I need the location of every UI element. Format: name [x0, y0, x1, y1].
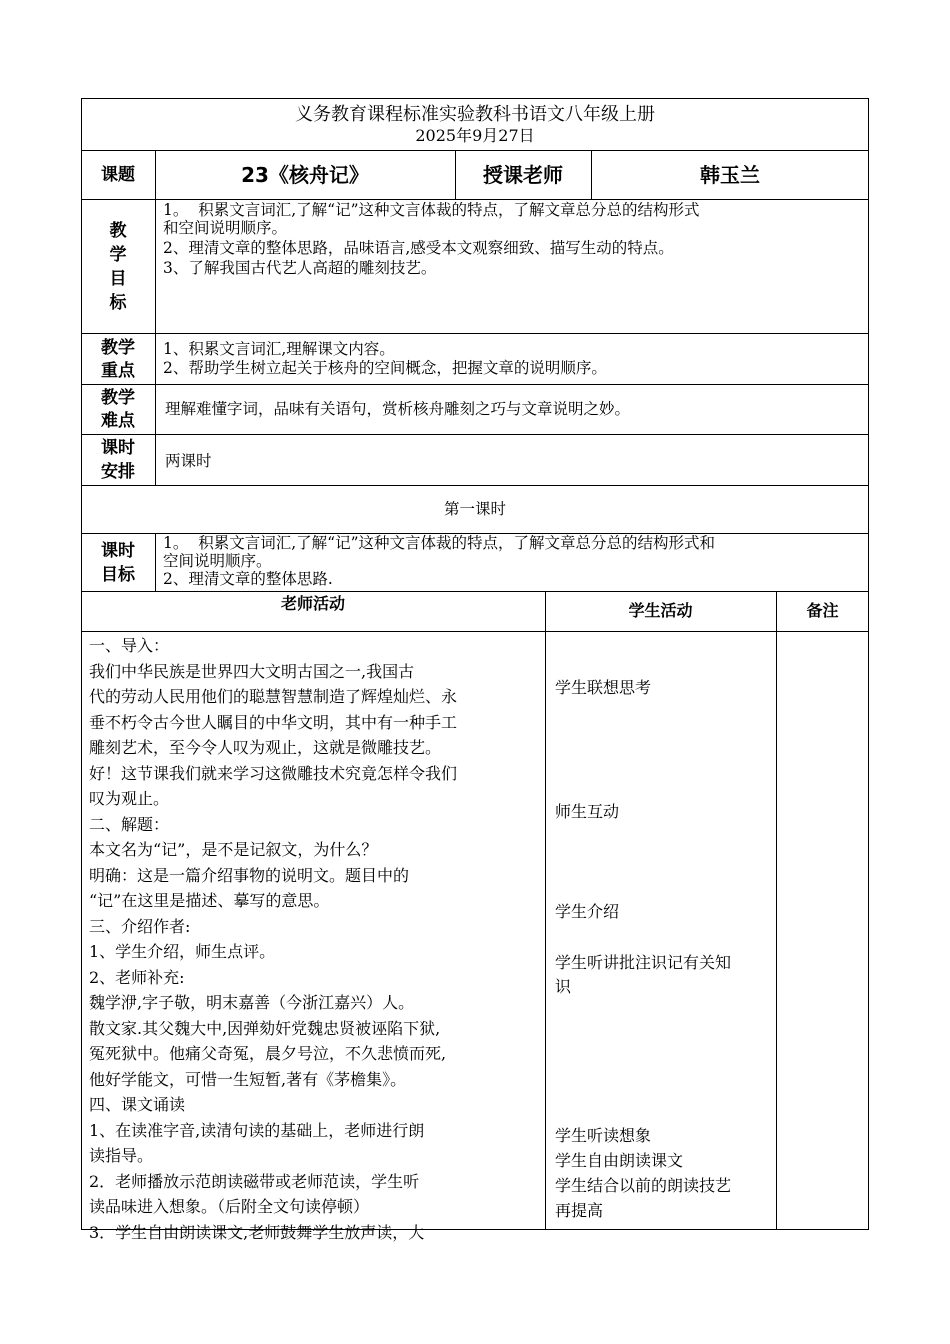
- difficulties-label-1: 教学: [101, 388, 135, 408]
- goals-label-3: 目: [109, 269, 127, 289]
- teacher-activity-line: 1、在读准字音,读清句读的基础上，老师进行朗: [89, 1120, 425, 1140]
- teacher-activity-line: 我们中华民族是世界四大文明古国之一,我国古: [89, 661, 415, 681]
- teacher-name: 韩玉兰: [700, 163, 760, 187]
- col-divider: [545, 591, 546, 1230]
- keypoints-line: 1、积累文言词汇,理解课文内容。: [163, 340, 395, 358]
- teacher-activity-line: 好！这节课我们就来学习这微雕技术究竟怎样令我们: [89, 763, 458, 783]
- teacher-activity-line: 2、老师补充:: [89, 967, 185, 987]
- session-title: 第一课时: [443, 500, 506, 518]
- teacher-activity-line: “记”在这里是描述、摹写的意思。: [89, 891, 330, 910]
- teacher-activity-line: 本文名为“记”，是不是记叙文，为什么？: [89, 840, 378, 859]
- teacher-activity-line: 魏学洢,字子敬，明末嘉善（今浙江嘉兴）人。: [89, 993, 415, 1012]
- row-divider: [81, 384, 869, 385]
- col-divider: [155, 199, 156, 485]
- session-goals-line: 空间说明顺序。: [163, 552, 272, 570]
- goals-label-2: 学: [109, 245, 127, 265]
- teacher-activity-line: 一、导入：: [89, 636, 170, 655]
- goals-line: 和空间说明顺序。: [163, 219, 288, 237]
- topic-value: 23《核舟记》: [241, 163, 369, 187]
- col-divider: [776, 591, 777, 1230]
- teacher-activity-line: 明确：这是一篇介绍事物的说明文。题目中的: [89, 865, 410, 885]
- teacher-activity-line: 冤死狱中。他痛父奇冤，晨夕号泣，不久悲愤而死,: [89, 1044, 447, 1063]
- teacher-activity-line: 垂不朽令古今世人瞩目的中华文明，其中有一种手工: [89, 712, 458, 732]
- topic-label: 课题: [101, 165, 135, 185]
- student-activity-item: 学生听读想象: [555, 1126, 652, 1145]
- difficulties-label-2: 难点: [101, 411, 135, 431]
- teacher-activity-line: 四、课文诵读: [89, 1095, 186, 1114]
- session-goals-label-1: 课时: [101, 541, 135, 561]
- keypoints-label-1: 教学: [101, 338, 135, 358]
- goals-label-1: 教: [109, 221, 127, 241]
- teacher-activity-header: 老师活动: [280, 594, 345, 613]
- session-goals-label-2: 目标: [101, 565, 135, 585]
- student-activity-item: 识: [555, 977, 572, 996]
- row-divider: [81, 591, 869, 592]
- document-title: 义务教育课程标准实验教科书语文八年级上册: [295, 104, 655, 125]
- col-divider: [155, 533, 156, 591]
- teacher-label: 授课老师: [483, 163, 563, 187]
- student-activity-item: 师生互动: [555, 802, 620, 821]
- teacher-activity-line: 代的劳动人民用他们的聪慧智慧制造了辉煌灿烂、永: [89, 687, 458, 706]
- teacher-activity-line: 二、解题：: [89, 814, 170, 834]
- row-divider: [81, 631, 869, 632]
- keypoints-label-2: 重点: [101, 361, 135, 381]
- student-activity-item: 学生结合以前的朗读技艺: [555, 1176, 732, 1195]
- row-divider: [81, 333, 869, 334]
- student-activity-item: 学生联想思考: [555, 678, 652, 697]
- session-goals-line: 1。 积累文言词汇,了解“记”这种文言体裁的特点，了解文章总分总的结构形式和: [163, 534, 715, 552]
- schedule-text: 两课时: [165, 452, 212, 470]
- row-divider: [81, 199, 869, 200]
- goals-label-4: 标: [109, 293, 127, 313]
- student-activity-item: 学生介绍: [555, 902, 620, 921]
- goals-line: 1。 积累文言词汇,了解“记”这种文言体裁的特点，了解文章总分总的结构形式: [163, 201, 700, 219]
- student-activity-header: 学生活动: [628, 601, 693, 620]
- schedule-label-1: 课时: [101, 438, 135, 458]
- student-activity-item: 学生听讲批注识记有关知: [555, 953, 732, 972]
- row-divider: [81, 150, 869, 151]
- difficulties-text: 理解难懂字词，品味有关语句，赏析核舟雕刻之巧与文章说明之妙。: [165, 400, 631, 418]
- schedule-label-2: 安排: [101, 462, 135, 482]
- teacher-activity-line: 1、学生介绍，师生点评。: [89, 942, 276, 961]
- session-goals-line: 2、理清文章的整体思路.: [163, 570, 333, 588]
- goals-line: 2、理清文章的整体思路，品味语言,感受本文观察细致、描写生动的特点。: [163, 239, 674, 257]
- row-divider: [81, 485, 869, 486]
- teacher-activity-line: 叹为观止。: [89, 789, 170, 808]
- student-activity-item: 学生自由朗读课文: [555, 1151, 684, 1170]
- row-divider: [81, 434, 869, 435]
- teacher-activity-line: 3．学生自由朗读课文,老师鼓舞学生放声读，大: [89, 1222, 425, 1242]
- teacher-activity-line: 他好学能文，可惜一生短暂,著有《茅檐集》。: [89, 1069, 407, 1089]
- notes-header: 备注: [806, 601, 839, 620]
- teacher-activity-line: 读指导。: [89, 1146, 154, 1165]
- teacher-activity-line: 读品味进入想象。（后附全文句读停顿）: [89, 1197, 370, 1216]
- document-date: 2025年9月27日: [415, 126, 535, 145]
- teacher-activity-line: 三、介绍作者:: [89, 916, 191, 936]
- keypoints-line: 2、帮助学生树立起关于核舟的空间概念，把握文章的说明顺序。: [163, 359, 607, 377]
- teacher-activity-line: 雕刻艺术，至今令人叹为观止，这就是微雕技艺。: [89, 738, 442, 757]
- teacher-activity-line: 散文家.其父魏大中,因弹劾奸党魏忠贤被诬陷下狱,: [89, 1018, 441, 1038]
- teacher-activity-line: 2．老师播放示范朗读磁带或老师范读，学生听: [89, 1171, 420, 1191]
- student-activity-item: 再提高: [555, 1201, 604, 1220]
- goals-line: 3、了解我国古代艺人高超的雕刻技艺。: [163, 259, 437, 277]
